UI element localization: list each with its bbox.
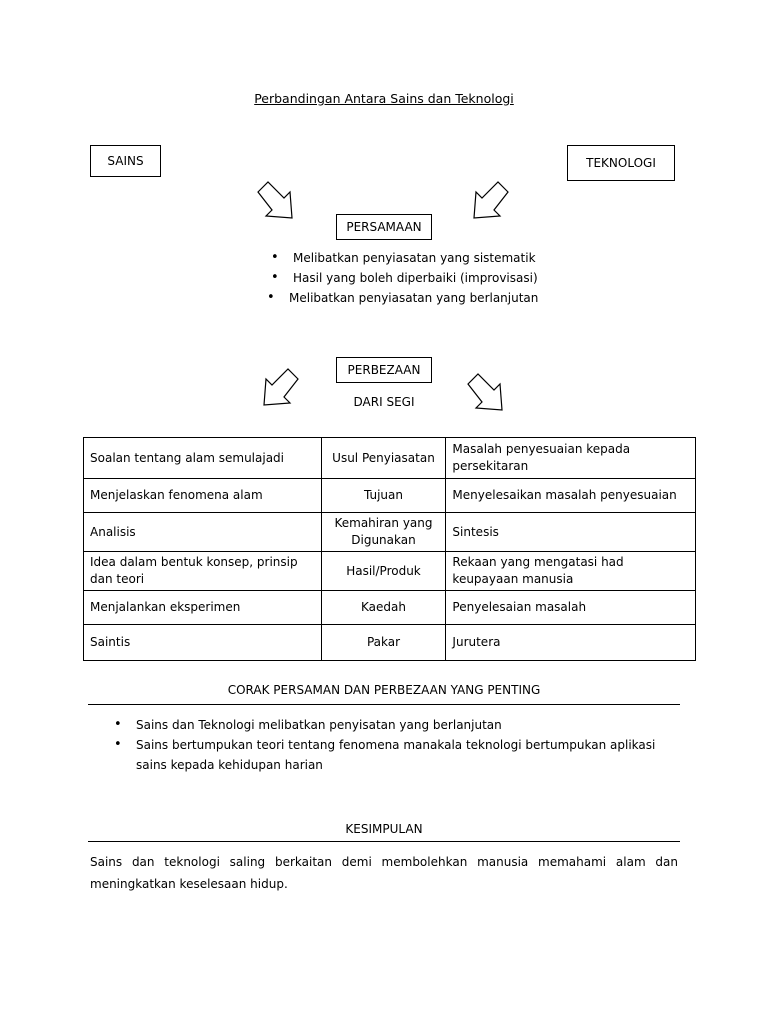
teknologi-box-label: TEKNOLOGI	[586, 156, 656, 170]
arrow-down-left-icon	[254, 367, 302, 411]
aspect-cell: Usul Penyiasatan	[321, 438, 446, 479]
table-row	[84, 438, 696, 479]
table-row	[84, 513, 696, 552]
aspect-cell: Hasil/Produk	[321, 552, 446, 591]
aspect-cell: Pakar	[321, 625, 446, 661]
persamaan-list	[291, 248, 551, 308]
perbezaan-box	[336, 357, 432, 383]
persamaan-box	[336, 214, 432, 240]
teknologi-cell: Masalah penyesuaian kepada persekitaran	[446, 438, 696, 479]
dari-segi-label: DARI SEGI	[353, 395, 415, 409]
teknologi-cell: Rekaan yang mengatasi had keupayaan manusia	[446, 552, 696, 591]
sains-cell: Analisis	[84, 513, 322, 552]
sains-cell: Menjalankan eksperimen	[84, 591, 322, 625]
aspect-cell: Kaedah	[321, 591, 446, 625]
teknologi-cell: Menyelesaikan masalah penyesuaian	[446, 479, 696, 513]
sains-box	[90, 145, 161, 177]
persamaan-item: • Melibatkan penyiasatan yang berlanjutan	[289, 288, 551, 308]
arrow-down-left-icon	[464, 180, 512, 224]
corak-item: • Sains dan Teknologi melibatkan penyisatan yang berlanjutan	[136, 715, 676, 735]
aspect-cell: Kemahiran yang Digunakan	[321, 513, 446, 552]
corak-item: • Sains bertumpukan teori tentang fenomena manakala teknologi bertumpukan aplikasi sains kepada kehidupan harian	[136, 735, 676, 775]
corak-list	[136, 715, 676, 775]
teknologi-cell: Jurutera	[446, 625, 696, 661]
table-row	[84, 625, 696, 661]
arrow-down-right-icon	[254, 180, 302, 224]
persamaan-item: • Melibatkan penyiasatan yang sistematik	[293, 248, 551, 268]
table-row	[84, 479, 696, 513]
corak-heading: CORAK PERSAMAN DAN PERBEZAAN YANG PENTING	[227, 683, 541, 697]
sains-cell: Soalan tentang alam semulajadi	[84, 438, 322, 479]
teknologi-box	[567, 145, 675, 181]
persamaan-item: • Hasil yang boleh diperbaiki (improvisasi)	[293, 268, 551, 288]
kesimpulan-heading: KESIMPULAN	[345, 822, 423, 836]
sains-cell: Menjelaskan fenomena alam	[84, 479, 322, 513]
kesimpulan-divider	[88, 841, 680, 842]
table-row	[84, 591, 696, 625]
arrow-down-right-icon	[464, 372, 512, 416]
sains-box-label: SAINS	[107, 154, 144, 168]
comparison-table	[83, 437, 696, 661]
page-title	[0, 91, 768, 106]
sains-cell: Idea dalam bentuk konsep, prinsip dan teori	[84, 552, 322, 591]
kesimpulan-text: Sains dan teknologi saling berkaitan demi membolehkan manusia memahami alam dan meningkatkan keselesaan hidup.	[90, 855, 678, 891]
perbezaan-heading: PERBEZAAN	[347, 363, 421, 377]
sains-cell: Saintis	[84, 625, 322, 661]
aspect-cell: Tujuan	[321, 479, 446, 513]
teknologi-cell: Sintesis	[446, 513, 696, 552]
table-row	[84, 552, 696, 591]
teknologi-cell: Penyelesaian masalah	[446, 591, 696, 625]
persamaan-heading: PERSAMAAN	[346, 220, 422, 234]
corak-divider	[88, 704, 680, 705]
page-title-text: Perbandingan Antara Sains dan Teknologi	[254, 91, 514, 106]
